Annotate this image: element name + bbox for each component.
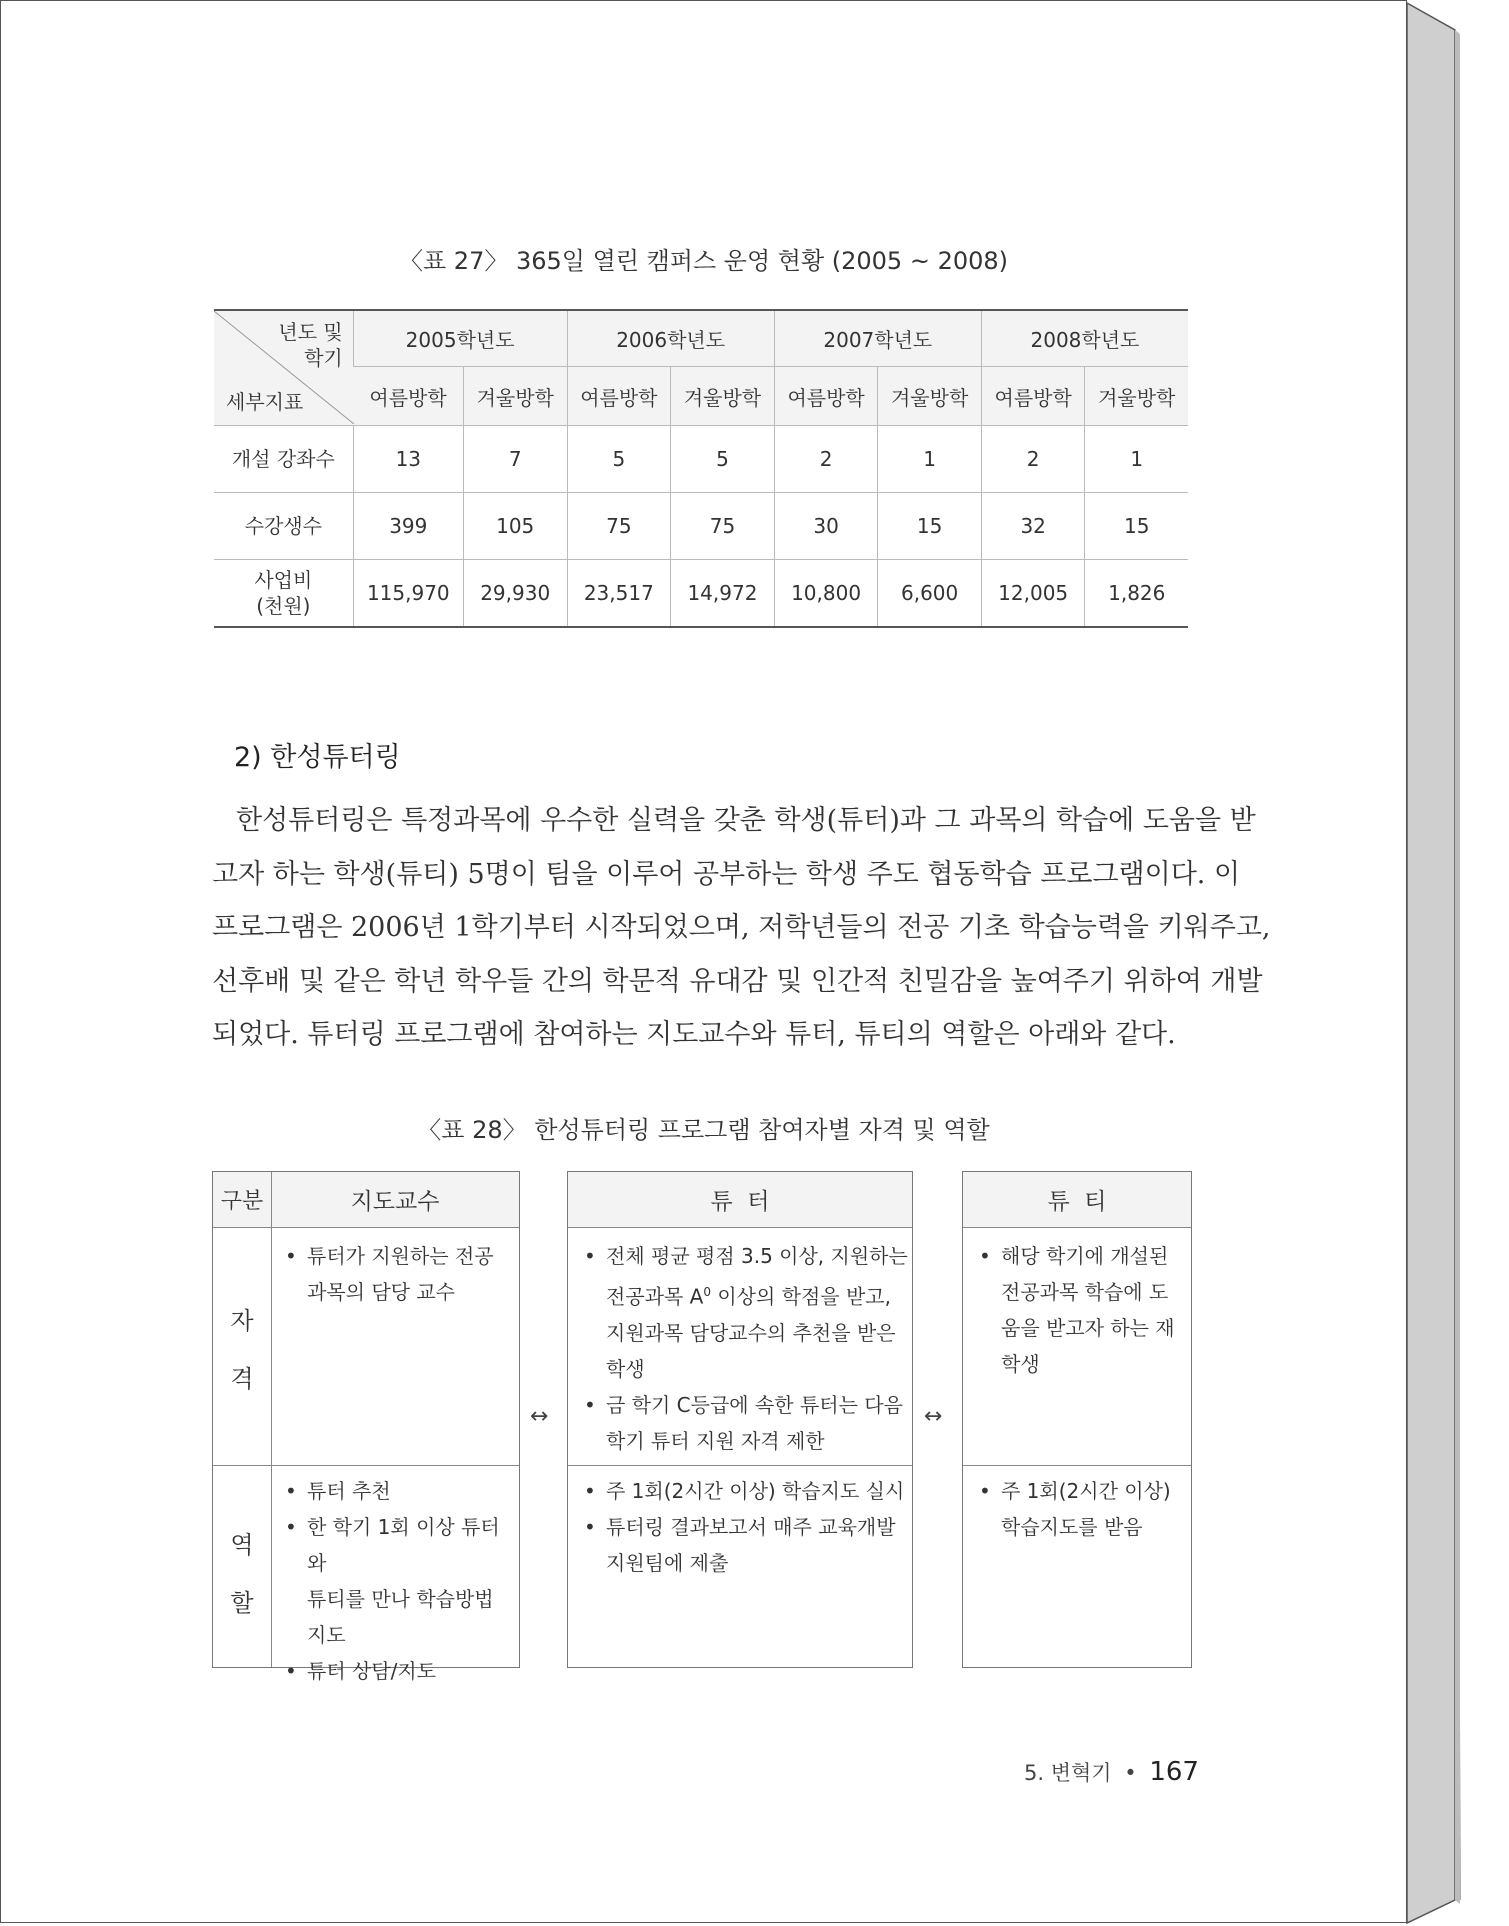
- professor-role-list: [285, 1473, 515, 1689]
- term-header: 겨울방학: [878, 367, 981, 426]
- tutor-role-list: [584, 1473, 909, 1581]
- qualification-label: [213, 1292, 271, 1408]
- table-cell: 6,600: [878, 560, 981, 628]
- term-header: 겨울방학: [1085, 367, 1188, 426]
- list-item: • 전체 평균 평점 3.5 이상, 지원하는 전공과목 $A^0$ 이상의 학점을 받고, 지원과목 담당교수의 추천을 받은 학생: [584, 1238, 909, 1387]
- list-item-text: 튜터 추천: [307, 1479, 391, 1503]
- corner-label-top: [278, 319, 342, 371]
- paragraph-line: 고자 하는 학생(튜티) 5명이 팀을 이루어 공부하는 학생 주도 협동학습 프로그램이다. 이: [212, 858, 1241, 890]
- list-item-text: 금 학기 C등급에 속한 튜터는 다음: [606, 1392, 903, 1417]
- list-item: • 주 1회(2시간 이상) 학습지도를 받음: [979, 1473, 1191, 1545]
- term-header: 여름방학: [981, 367, 1085, 426]
- table-cell: 115,970: [353, 560, 463, 628]
- qualification-label-char: 자: [230, 1307, 254, 1335]
- row-label: [214, 426, 353, 493]
- tutee-box: [962, 1171, 1192, 1668]
- table28-caption: 〈표 28〉 한성튜터링 프로그램 참여자별 자격 및 역할: [417, 1116, 990, 1144]
- list-item-text: 튜터 상담/지도: [307, 1659, 437, 1683]
- table-cell: 14,972: [671, 560, 775, 628]
- list-item-text: 주 1회(2시간 이상) 학습지도 실시: [606, 1479, 905, 1503]
- table-row: [214, 426, 1188, 493]
- paragraph-line: 한성튜터링은 특정과목에 우수한 실력을 갖춘 학생(튜터)과 그 과목의 학습에 도움을 받: [236, 805, 1256, 836]
- list-item-text: 움을 받고자 하는 재: [1001, 1316, 1175, 1340]
- term-header: 여름방학: [567, 367, 671, 426]
- term-header: 여름방학: [353, 367, 463, 426]
- table-cell: 105: [463, 493, 567, 560]
- table-cell: 7: [463, 426, 567, 493]
- professor-qualification-list: [285, 1238, 515, 1310]
- table-cell: 15: [878, 493, 981, 560]
- list-item-text: 과목의 담당 교수: [307, 1280, 455, 1304]
- tutee-qualification-list: [979, 1238, 1191, 1382]
- table-cell: 1: [878, 426, 981, 493]
- list-item: • 한 학기 1회 이상 튜터와 튜티를 만나 학습방법 지도: [285, 1509, 515, 1653]
- list-item-text: 학생: [606, 1356, 645, 1381]
- term-header: 겨울방학: [671, 367, 775, 426]
- role-label-char: 역: [230, 1531, 254, 1559]
- tutee-role-list: [979, 1473, 1191, 1545]
- row-label-text: 수강생수: [244, 514, 322, 538]
- section-divider: [213, 1465, 519, 1466]
- chapter-label: 5. 변혁기: [1024, 1761, 1112, 1785]
- page-footer: [1024, 1757, 1199, 1787]
- grade-superscript: 0: [703, 1285, 711, 1299]
- footer-bullet: •: [1124, 1761, 1137, 1785]
- category-divider: [271, 1172, 272, 1667]
- table-cell: 30: [774, 493, 878, 560]
- section-title: 2) 한성튜터링: [234, 742, 401, 773]
- table-cell: 5: [567, 426, 671, 493]
- table-cell: 2: [774, 426, 878, 493]
- list-item-text: [606, 1274, 908, 1315]
- term-header: 여름방학: [774, 367, 878, 426]
- row-label-text: 사업비: [254, 568, 313, 592]
- table-cell: 29,930: [463, 560, 567, 628]
- list-item: • 튜터링 결과보고서 매주 교육개발 지원팀에 제출: [584, 1509, 909, 1581]
- tutor-qualification-list: [584, 1238, 909, 1459]
- table-cell: 75: [671, 493, 775, 560]
- list-item: • 튜터 상담/지도: [285, 1653, 515, 1689]
- table-cell: 399: [353, 493, 463, 560]
- double-arrow-icon: ↔: [530, 1404, 549, 1429]
- table-cell: 13: [353, 426, 463, 493]
- category-header: 구분: [220, 1189, 264, 1214]
- term-header: 겨울방학: [463, 367, 567, 426]
- list-item-text: 전공과목 학습에 도: [1001, 1280, 1169, 1304]
- list-item-text: 해당 학기에 개설된: [1001, 1244, 1169, 1268]
- list-item-text: 주 1회(2시간 이상): [1001, 1479, 1171, 1503]
- tutor-header: [568, 1172, 912, 1228]
- table-cell: 75: [567, 493, 671, 560]
- table-cell: 15: [1085, 493, 1188, 560]
- table27-caption: 〈표 27〉 365일 열린 캠퍼스 운영 현황 (2005 ~ 2008): [398, 247, 1009, 275]
- table-cell: 32: [981, 493, 1085, 560]
- list-item: • 주 1회(2시간 이상) 학습지도 실시: [584, 1473, 909, 1509]
- list-item-text: 튜티를 만나 학습방법: [307, 1587, 494, 1611]
- paragraph-line: 선후배 및 같은 학년 학우들 간의 학문적 유대감 및 인간적 친밀감을 높여주기 위하여 개발: [212, 965, 1263, 997]
- table-cell: 23,517: [567, 560, 671, 628]
- year-header: 2006학년도: [567, 310, 774, 367]
- role-label: [213, 1516, 271, 1632]
- paragraph-line: 되었다. 튜터링 프로그램에 참여하는 지도교수와 튜터, 튜티의 역할은 아래와 같다.: [212, 1019, 1176, 1050]
- list-item: • 튜터 추천: [285, 1473, 515, 1509]
- professor-box: [212, 1171, 520, 1683]
- table-cell: 10,800: [774, 560, 878, 628]
- corner-year-label: 년도 및: [278, 320, 343, 344]
- corner-label-bottom: 세부지표: [226, 390, 304, 414]
- list-item-text: 지원과목 담당교수의 추천을 받은: [606, 1320, 896, 1345]
- list-item-text: 튜터가 지원하는 전공: [307, 1244, 494, 1268]
- row-label-unit: (천원): [256, 594, 311, 618]
- professor-box-header: [213, 1172, 519, 1228]
- list-item-text: 지도: [307, 1623, 346, 1647]
- row-label: [214, 560, 353, 628]
- list-item-text: 이상의 학점을 받고,: [710, 1284, 891, 1309]
- list-item-text: 학습지도를 받음: [1001, 1515, 1143, 1539]
- table-cell: 5: [671, 426, 775, 493]
- year-header: 2008학년도: [981, 310, 1188, 367]
- row-label: [214, 493, 353, 560]
- tutor-header-text: 튜 터: [710, 1189, 770, 1215]
- table27-corner-cell: [214, 310, 353, 426]
- qualification-label-char: 격: [230, 1365, 254, 1393]
- tutee-header: [963, 1172, 1191, 1228]
- role-label-char: 할: [230, 1589, 254, 1617]
- body-paragraph: [212, 794, 1271, 1062]
- table-row: [214, 493, 1188, 560]
- list-item-text: 전체 평균 평점 3.5 이상, 지원하는: [606, 1244, 908, 1268]
- list-item-text: 튜터링 결과보고서 매주 교육개발: [606, 1515, 896, 1539]
- grade-text: 전공과목 A: [606, 1284, 704, 1309]
- section-divider: [568, 1465, 912, 1466]
- table-cell: 2: [981, 426, 1085, 493]
- section-divider: [963, 1465, 1191, 1466]
- table-row: [214, 560, 1188, 628]
- list-item-text: 지원팀에 제출: [606, 1551, 729, 1575]
- table-cell: 1,826: [1085, 560, 1188, 628]
- year-header: 2007학년도: [774, 310, 981, 367]
- list-item: • 해당 학기에 개설된 전공과목 학습에 도 움을 받고자 하는 재 학생: [979, 1238, 1191, 1382]
- list-item: • 튜터가 지원하는 전공 과목의 담당 교수: [285, 1238, 515, 1310]
- page-number: 167: [1149, 1757, 1199, 1787]
- list-item-text: 학생: [1001, 1352, 1040, 1376]
- paragraph-line: 프로그램은 2006년 1학기부터 시작되었으며, 저학년들의 전공 기초 학습능력을 키워주고,: [212, 912, 1271, 943]
- tutee-header-text: 튜 티: [1047, 1189, 1107, 1215]
- list-item-text: 학기 튜터 지원 자격 제한: [606, 1428, 825, 1453]
- year-header: 2005학년도: [353, 310, 567, 367]
- double-arrow-icon: ↔: [924, 1404, 943, 1429]
- table-cell: 1: [1085, 426, 1188, 493]
- table27: [214, 309, 1188, 628]
- tutor-box: [567, 1171, 913, 1668]
- table-cell: 12,005: [981, 560, 1085, 628]
- list-item-text: 한 학기 1회 이상 튜터와: [307, 1515, 500, 1575]
- list-item: • 금 학기 C등급에 속한 튜터는 다음 학기 튜터 지원 자격 제한: [584, 1387, 909, 1459]
- corner-term-label: 학기: [304, 346, 343, 370]
- row-label-text: 개설 강좌수: [231, 447, 335, 471]
- professor-header: 지도교수: [350, 1189, 440, 1215]
